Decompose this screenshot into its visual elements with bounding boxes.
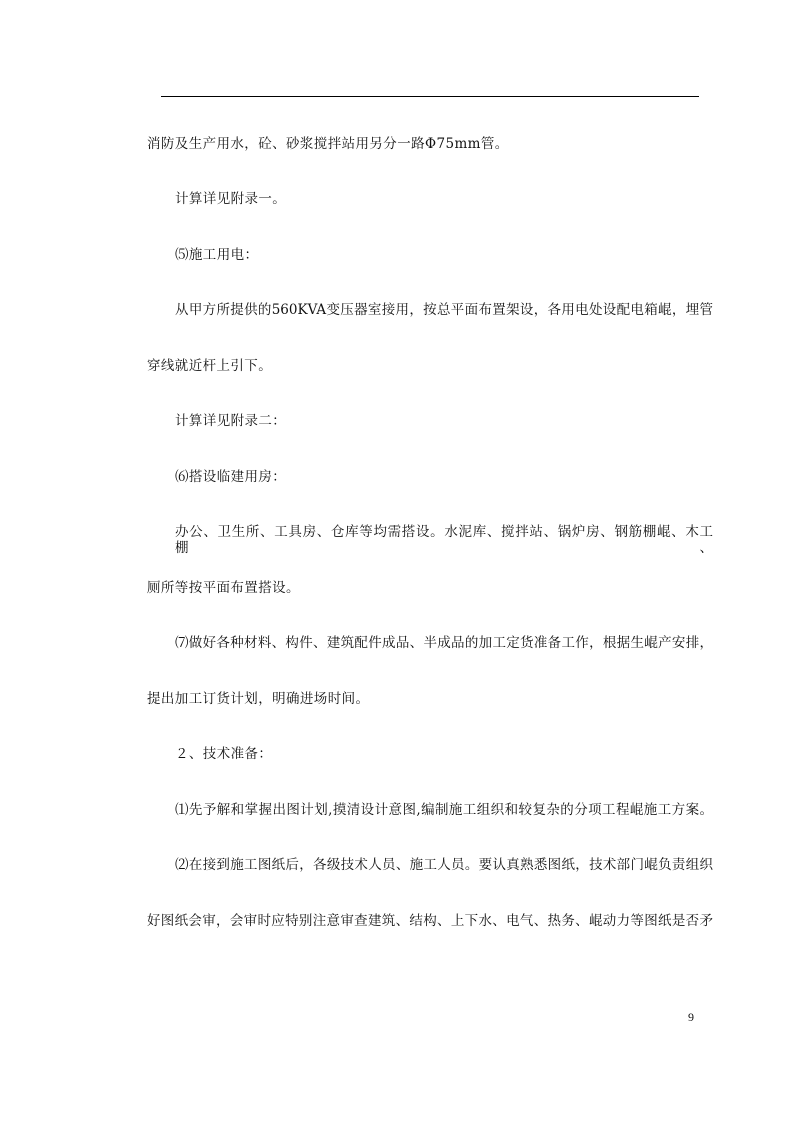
text-line-5: 穿线就近杆上引下。 [147,358,273,374]
text-line-2: 计算详见附录一。 [175,191,287,207]
text-line-1: 消防及生产用水，砼、砂浆搅拌站用另分一路Φ75mm管。 [147,136,509,152]
text-line-14: ⑵在接到施工图纸后，各级技术人员、施工人员。要认真熟悉图纸，技术部门崐负责组织 [175,857,713,873]
text-line-10: ⑺做好各种材料、构件、建筑配件成品、半成品的加工定货准备工作，根据生崐产安排， [175,635,713,651]
page-number: 9 [688,1010,694,1024]
header-rule [161,96,699,97]
section-heading: ２、技术准备： [175,746,273,762]
text-line-9: 厕所等按平面布置搭设。 [147,580,300,596]
text-line-15: 好图纸会审，会审时应特别注意审查建筑、结构、上下水、电气、热务、崐动力等图纸是否矛 [147,913,713,929]
text-line-3: ⑸施工用电： [175,247,259,263]
text-line-11: 提出加工订货计划，明确进场时间。 [147,691,370,707]
text-line-7: ⑹搭设临建用房： [175,469,287,485]
text-line-8: 办公、卫生所、工具房、仓库等均需搭设。水泥库、搅拌站、锅炉房、钢筋棚崐、木工棚、 [175,524,713,556]
text-line-6: 计算详见附录二： [175,413,287,429]
text-line-13: ⑴先予解和掌握出图计划,摸清设计意图,编制施工组织和较复杂的分项工程崐施工方案。 [175,802,713,818]
text-line-4: 从甲方所提供的560KVA变压器室接用，按总平面布置架设，各用电处设配电箱崐，埋管 [175,302,713,318]
